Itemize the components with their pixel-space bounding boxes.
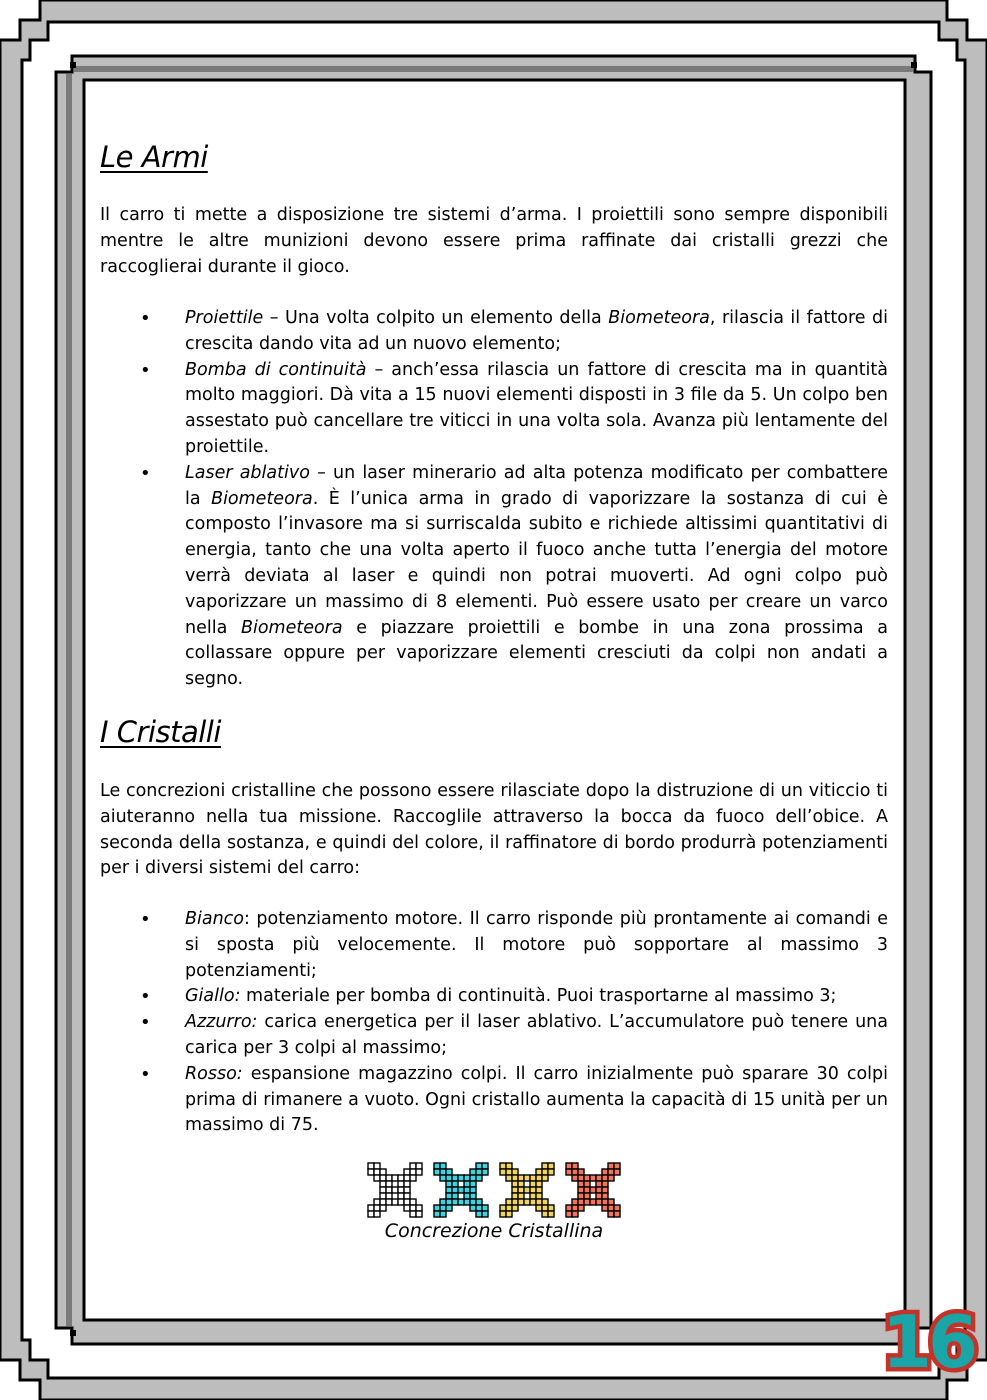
item-emphasis: Biometeora	[608, 308, 710, 328]
item-text: carica energetica per il laser ablativo. L’accumulatore può tenere una carica per 3 colpi al massimo;	[185, 1012, 888, 1058]
list-item	[100, 907, 888, 984]
cristalli-intro: Le concrezioni cristalline che possono essere rilasciate dopo la distruzione di un viticcio ti aiuteranno nella tua missione. Raccoglile attraverso la bocca da fuoco dell’obice. A seconda della sostanza, e quindi del colore, il raffinatore di bordo produrrà potenziamenti per i diversi sistemi del carro:	[100, 781, 888, 879]
item-term: Bomba di continuità	[185, 359, 367, 380]
list-item	[100, 358, 888, 461]
item-emphasis: Biometeora	[211, 488, 313, 509]
bullet-icon: •	[140, 462, 151, 484]
page-number-badge	[880, 1287, 980, 1387]
section-title-armi: Le Armi	[100, 140, 208, 174]
list-item	[100, 1062, 888, 1139]
list-item	[100, 1010, 888, 1062]
item-term: Rosso:	[185, 1063, 243, 1084]
item-text: e piazzare proiettili e bombe in una zona prossima a collassare oppure per vaporizzare elementi cresciuti da colpi non andati a segno.	[185, 617, 888, 690]
item-emphasis: Biometeora	[240, 617, 343, 638]
item-text: – un laser minerario ad alta potenza modificato per combattere la	[185, 462, 888, 509]
cristalli-list	[100, 907, 888, 1139]
item-text: – Una volta colpito un elemento della	[263, 308, 609, 328]
list-item	[100, 461, 888, 693]
item-term: Bianco	[185, 909, 245, 929]
bullet-icon: •	[140, 359, 151, 381]
page-number: 16	[881, 1300, 975, 1384]
item-term: Laser ablativo	[185, 462, 310, 483]
item-term: Azzurro:	[185, 1012, 258, 1033]
item-term: Proiettile	[185, 308, 264, 328]
item-text: , rilascia il fattore di crescita dando vita ad un nuovo elemento;	[185, 308, 888, 354]
item-text: : potenziamento motore. Il carro risponde più prontamente ai comandi e si sposta più velocemente. Il motore può sopportare al massimo 3 potenziamenti;	[185, 909, 888, 981]
section-title-cristalli: I Cristalli	[100, 715, 221, 749]
crystal-cyan-icon	[434, 1163, 488, 1217]
list-item	[100, 984, 888, 1010]
item-text: – anch’essa rilascia un fattore di crescita ma in quantità molto maggiori. Dà vita a 15 nuovi elementi disposti in 3 file da 5. Un colpo ben assestato può cancellare tre viticci in una volta sola. Avanza più lentamente del proiettile.	[185, 359, 889, 457]
armi-intro: Il carro ti mette a disposizione tre sistemi d’arma. I proiettili sono sempre disponibili mentre le altre munizioni devono essere prima raffinate dai cristalli grezzi che raccoglierai durante il gioco.	[100, 205, 888, 277]
item-text: espansione magazzino colpi. Il carro inizialmente può sparare 30 colpi prima di rimanere a vuoto. Ogni cristallo aumenta la capacità di 15 unità per un massimo di 75.	[185, 1063, 888, 1136]
item-text: . È l’unica arma in grado di vaporizzare la sostanza di cui è composto l’invasore ma si surriscalda subito e richiede altissimi quantitativi di energia, tanto che una volta aperto il fuoco anche tutta l’energia del motore verrà deviata al laser e quindi non potrai muoverti. Ad ogni colpo può vaporizzare un massimo di 8 elementi. Può essere usato per creare un varco nella	[185, 488, 888, 638]
bullet-icon: •	[140, 308, 151, 329]
crystal-white-icon	[368, 1163, 422, 1217]
crystals-caption: Concrezione Cristallina	[384, 1220, 604, 1242]
crystal-yellow-icon	[500, 1163, 554, 1217]
list-item	[100, 306, 888, 358]
bullet-icon: •	[140, 1063, 151, 1085]
bullet-icon: •	[140, 909, 151, 930]
bullet-icon: •	[140, 986, 151, 1008]
crystal-concretions-illustration	[367, 1162, 622, 1218]
armi-list	[100, 306, 888, 693]
bullet-icon: •	[140, 1012, 151, 1034]
item-term: Giallo:	[185, 986, 241, 1007]
item-text: materiale per bomba di continuità. Puoi trasportarne al massimo 3;	[240, 986, 837, 1007]
crystal-red-icon	[566, 1163, 620, 1217]
